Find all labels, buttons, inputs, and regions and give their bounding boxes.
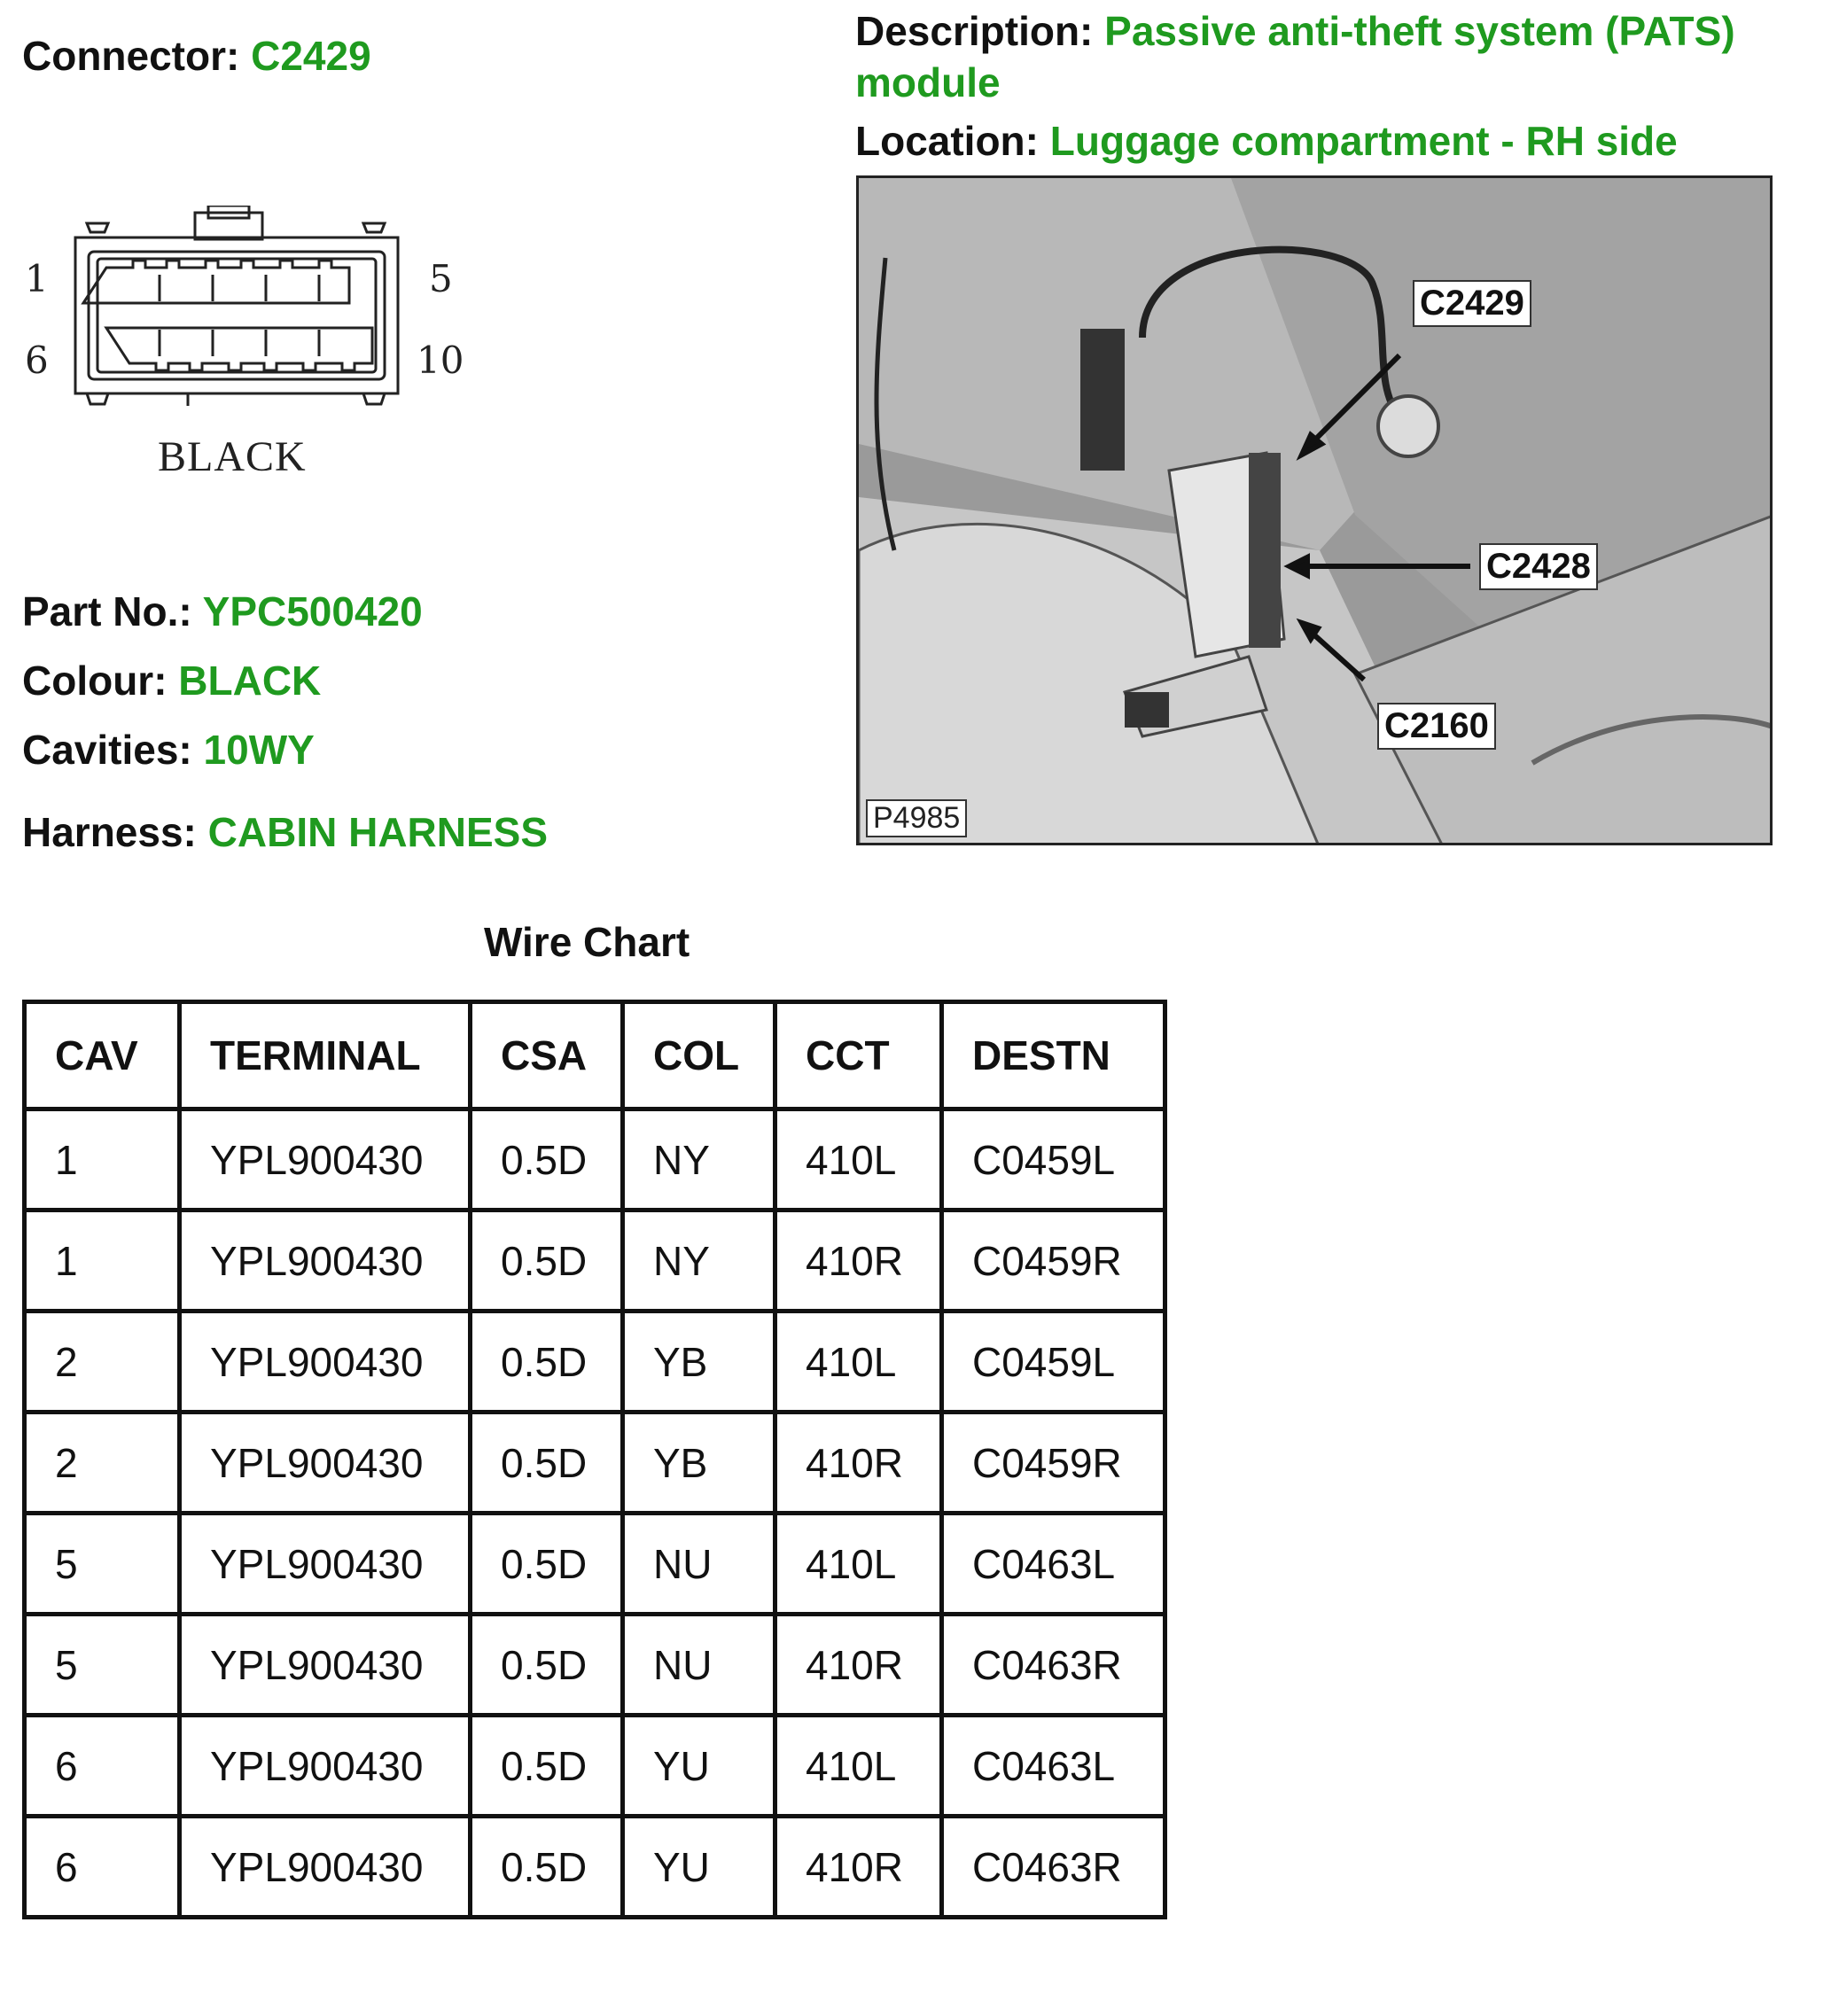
cell-csa: 0.5D	[471, 1514, 623, 1615]
cell-destn: C0459L	[942, 1312, 1165, 1413]
harness-value: CABIN HARNESS	[207, 809, 549, 855]
cell-cav: 2	[25, 1413, 180, 1514]
cell-destn: C0459R	[942, 1413, 1165, 1514]
cell-terminal: YPL900430	[180, 1817, 471, 1918]
cell-csa: 0.5D	[471, 1109, 623, 1210]
cell-col: YB	[623, 1413, 775, 1514]
cell-cct: 410L	[775, 1716, 942, 1817]
cell-terminal: YPL900430	[180, 1312, 471, 1413]
part-no-value: YPC500420	[202, 588, 423, 634]
luggage-compartment-illustration	[859, 178, 1773, 845]
connector-value: C2429	[251, 33, 371, 79]
cell-csa: 0.5D	[471, 1312, 623, 1413]
cell-col: NY	[623, 1109, 775, 1210]
description-value: Passive anti-theft system (PATS) module	[855, 8, 1735, 105]
cell-csa: 0.5D	[471, 1210, 623, 1312]
cell-cav: 6	[25, 1817, 180, 1918]
cell-destn: C0463L	[942, 1514, 1165, 1615]
pin-5-label: 5	[429, 257, 453, 300]
connector-field	[22, 32, 371, 80]
description-field	[855, 5, 1821, 108]
wire-chart-table	[22, 1000, 1167, 1919]
location-photo	[856, 175, 1773, 845]
cell-csa: 0.5D	[471, 1413, 623, 1514]
cell-cct: 410L	[775, 1514, 942, 1615]
harness-label: Harness:	[22, 809, 197, 855]
callout-c2428: C2428	[1479, 543, 1598, 590]
cell-col: YU	[623, 1817, 775, 1918]
cell-terminal: YPL900430	[180, 1109, 471, 1210]
cell-terminal: YPL900430	[180, 1210, 471, 1312]
cell-col: NU	[623, 1514, 775, 1615]
pin-1-label: 1	[25, 257, 49, 300]
wire-chart-header-row	[25, 1002, 1165, 1109]
part-no-field	[22, 588, 423, 635]
cell-cct: 410L	[775, 1109, 942, 1210]
cell-terminal: YPL900430	[180, 1716, 471, 1817]
connector-colour-label: BLACK	[158, 433, 307, 480]
cell-terminal: YPL900430	[180, 1615, 471, 1716]
header-cct: CCT	[775, 1002, 942, 1109]
connector-diagram	[71, 206, 417, 427]
cavities-label: Cavities:	[22, 727, 192, 773]
table-row	[25, 1109, 1165, 1210]
connector-face-icon	[71, 206, 417, 427]
cell-destn: C0463R	[942, 1615, 1165, 1716]
table-row	[25, 1615, 1165, 1716]
cell-terminal: YPL900430	[180, 1413, 471, 1514]
cell-col: NU	[623, 1615, 775, 1716]
cell-cav: 5	[25, 1615, 180, 1716]
cell-cav: 1	[25, 1210, 180, 1312]
callout-c2160: C2160	[1377, 703, 1496, 750]
cell-col: YU	[623, 1716, 775, 1817]
location-label: Location:	[855, 118, 1039, 164]
table-row	[25, 1514, 1165, 1615]
table-row	[25, 1312, 1165, 1413]
cell-terminal: YPL900430	[180, 1514, 471, 1615]
cell-cav: 1	[25, 1109, 180, 1210]
colour-value: BLACK	[178, 658, 322, 704]
cell-col: NY	[623, 1210, 775, 1312]
description-label: Description:	[855, 8, 1094, 54]
table-row	[25, 1817, 1165, 1918]
colour-label: Colour:	[22, 658, 168, 704]
cavities-field	[22, 726, 315, 774]
cell-cav: 5	[25, 1514, 180, 1615]
header-terminal: TERMINAL	[180, 1002, 471, 1109]
header-destn: DESTN	[942, 1002, 1165, 1109]
table-row	[25, 1413, 1165, 1514]
harness-field	[22, 808, 548, 856]
pin-10-label: 10	[417, 339, 464, 382]
cell-csa: 0.5D	[471, 1615, 623, 1716]
header-col: COL	[623, 1002, 775, 1109]
header-csa: CSA	[471, 1002, 623, 1109]
table-row	[25, 1210, 1165, 1312]
table-row	[25, 1716, 1165, 1817]
connector-label: Connector:	[22, 33, 240, 79]
cell-csa: 0.5D	[471, 1817, 623, 1918]
cell-col: YB	[623, 1312, 775, 1413]
callout-c2429: C2429	[1413, 280, 1531, 327]
pin-6-label: 6	[25, 339, 49, 382]
cell-csa: 0.5D	[471, 1716, 623, 1817]
cell-destn: C0463R	[942, 1817, 1165, 1918]
colour-field	[22, 657, 321, 704]
location-value: Luggage compartment - RH side	[1049, 118, 1678, 164]
cell-cct: 410L	[775, 1312, 942, 1413]
cell-cav: 2	[25, 1312, 180, 1413]
location-field	[855, 117, 1678, 165]
cavities-value: 10WY	[203, 727, 315, 773]
part-no-label: Part No.:	[22, 588, 192, 634]
cell-destn: C0459R	[942, 1210, 1165, 1312]
header-cav: CAV	[25, 1002, 180, 1109]
wire-chart-title: Wire Chart	[484, 919, 690, 965]
cell-cav: 6	[25, 1716, 180, 1817]
cell-cct: 410R	[775, 1615, 942, 1716]
photo-reference: P4985	[866, 799, 967, 837]
cell-cct: 410R	[775, 1413, 942, 1514]
cell-destn: C0459L	[942, 1109, 1165, 1210]
cell-cct: 410R	[775, 1210, 942, 1312]
cell-cct: 410R	[775, 1817, 942, 1918]
cell-destn: C0463L	[942, 1716, 1165, 1817]
